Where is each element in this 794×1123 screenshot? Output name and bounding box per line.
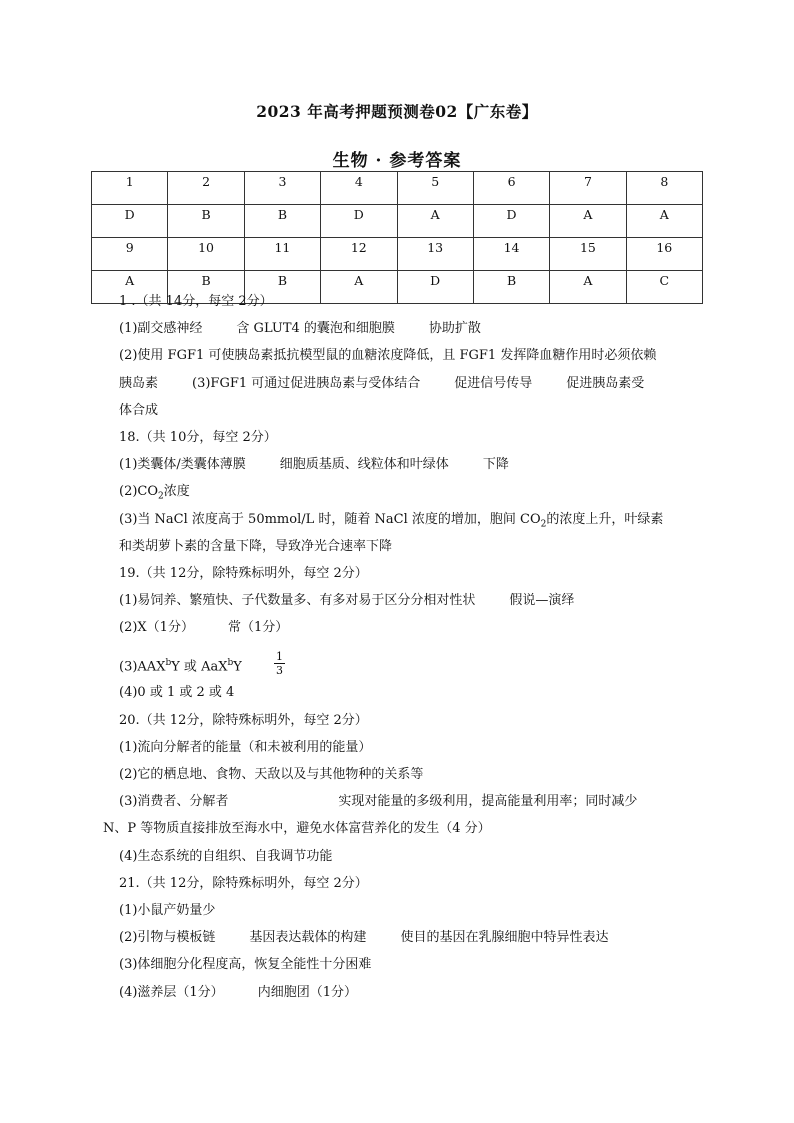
answer-cell: D — [321, 205, 397, 238]
q17-answer: 胰岛素 — [119, 375, 159, 391]
answer-cell: A — [321, 271, 397, 304]
question-number-row — [92, 172, 703, 205]
q17-line-1 — [119, 318, 679, 345]
answer-cell: A — [92, 271, 168, 304]
answer-cell: C — [626, 271, 702, 304]
answer-cell: A — [550, 205, 626, 238]
page-subtitle: 生物 · 参考答案 — [332, 151, 462, 171]
q18-line-1 — [119, 454, 679, 481]
answer-content — [103, 291, 679, 1009]
answer-cell: B — [244, 271, 320, 304]
answer-cell: A — [550, 271, 626, 304]
answer-cell: D — [473, 205, 549, 238]
answer-cell: D — [397, 271, 473, 304]
q17-line-2: (2)使用 FGF1 可使胰岛素抵抗模型鼠的血糖浓度降低，且 FGF1 发挥降血糖作用时必须依赖 — [119, 348, 657, 364]
q21-line-1: (1)小鼠产奶量少 — [119, 902, 216, 918]
question-number-cell: 10 — [168, 238, 244, 271]
q18-line-4: 和类胡萝卜素的含量下降，导致净光合速率下降 — [119, 538, 393, 554]
answer-cell: A — [397, 205, 473, 238]
q17-line-4: 体合成 — [119, 402, 159, 418]
question-number-cell: 4 — [321, 172, 397, 205]
q19-line-1: (1)易饲养、繁殖快、子代数量多、有多对易于区分分相对性状 假说—演绎 — [119, 593, 575, 609]
q21-line-2: (2)引物与模板链 基因表达载体的构建 使目的基因在乳腺细胞中特异性表达 — [119, 930, 609, 946]
question-number-cell: 3 — [244, 172, 320, 205]
q17-line-3 — [119, 373, 679, 400]
answer-table — [91, 171, 703, 304]
answer-cell: B — [473, 271, 549, 304]
question-number-row — [92, 238, 703, 271]
q18-line-2: $(2)CO_2$浓度 — [119, 484, 190, 502]
q21-line-4: (4)滋养层（1分） 内细胞团（1分） — [119, 984, 357, 1000]
q17-answer: 促进信号传导 — [454, 375, 533, 391]
q17-answer: 协助扩散 — [428, 321, 481, 337]
q17-answer: 促进胰岛素受 — [566, 375, 645, 391]
q18-answer: 下降 — [482, 457, 509, 473]
q17-answer: (3)FGF1 可通过促进胰岛素与受体结合 — [192, 375, 421, 391]
q18-header: 18.（共 10分，每空 2分） — [119, 429, 277, 445]
q17-answer: (1)副交感神经 — [119, 321, 203, 337]
answer-cell: D — [92, 205, 168, 238]
q21-header: 21.（共 12分，除特殊标明外，每空 2分） — [119, 875, 368, 891]
question-number-cell: 15 — [550, 238, 626, 271]
q19-header: 19.（共 12分，除特殊标明外，每空 2分） — [119, 565, 368, 581]
q18-answer: (1)类囊体/类囊体薄膜 — [119, 457, 246, 473]
q18-line-3: (3)当 NaCl 浓度高于 50mmol/L 时，随着 NaCl 浓度的增加，胞间 $CO_2$的浓度上升，叶绿素 — [119, 511, 664, 530]
question-number-cell: 1 — [92, 172, 168, 205]
question-number-cell: 2 — [168, 172, 244, 205]
q19-line-4: (4)0 或 1 或 2 或 4 — [119, 685, 235, 701]
q19-line-3: (3)AAX$^b$Y 或 AaX$^b$Y $\frac{1}{3}$ — [119, 649, 283, 677]
question-number-cell: 5 — [397, 172, 473, 205]
question-number-cell: 7 — [550, 172, 626, 205]
q20-line-5: (4)生态系统的自组织、自我调节功能 — [119, 848, 333, 864]
q17-header: 1 .（共 14分，每空 2分） — [119, 294, 273, 309]
q17-answer: 含 GLUT4 的囊泡和细胞膜 — [236, 321, 395, 337]
answer-cell: B — [168, 205, 244, 238]
q20-header: 20.（共 12分，除特殊标明外，每空 2分） — [119, 712, 368, 728]
question-number-cell: 11 — [244, 238, 320, 271]
question-number-cell: 16 — [626, 238, 702, 271]
q20-line-2: (2)它的栖息地、食物、天敌以及与其他物种的关系等 — [119, 767, 424, 782]
answer-row — [92, 205, 703, 238]
q18-answer: 细胞质基质、线粒体和叶绿体 — [279, 457, 449, 473]
question-number-cell: 14 — [473, 238, 549, 271]
q20-line-4: N、P 等物质直接排放至海水中，避免水体富营养化的发生（4 分） — [103, 821, 491, 837]
q20-line-1: (1)流向分解者的能量（和未被利用的能量） — [119, 739, 372, 755]
fraction: $\frac{1}{3}$ — [275, 649, 283, 677]
answer-cell: A — [626, 205, 702, 238]
question-number-cell: 9 — [92, 238, 168, 271]
q20-line-3: (3)消费者、分解者 实现对能量的多级利用，提高能量利用率；同时减少 — [119, 794, 638, 810]
question-number-cell: 8 — [626, 172, 702, 205]
question-number-cell: 13 — [397, 238, 473, 271]
answer-cell: B — [168, 271, 244, 304]
answer-cell: B — [244, 205, 320, 238]
q19-line-2: (2)X（1分） 常（1分） — [119, 620, 289, 636]
question-number-cell: 12 — [321, 238, 397, 271]
question-number-cell: 6 — [473, 172, 549, 205]
page-title: 2023 年高考押题预测卷02【广东卷】 — [256, 102, 538, 121]
q21-line-3: (3)体细胞分化程度高，恢复全能性十分困难 — [119, 957, 372, 973]
